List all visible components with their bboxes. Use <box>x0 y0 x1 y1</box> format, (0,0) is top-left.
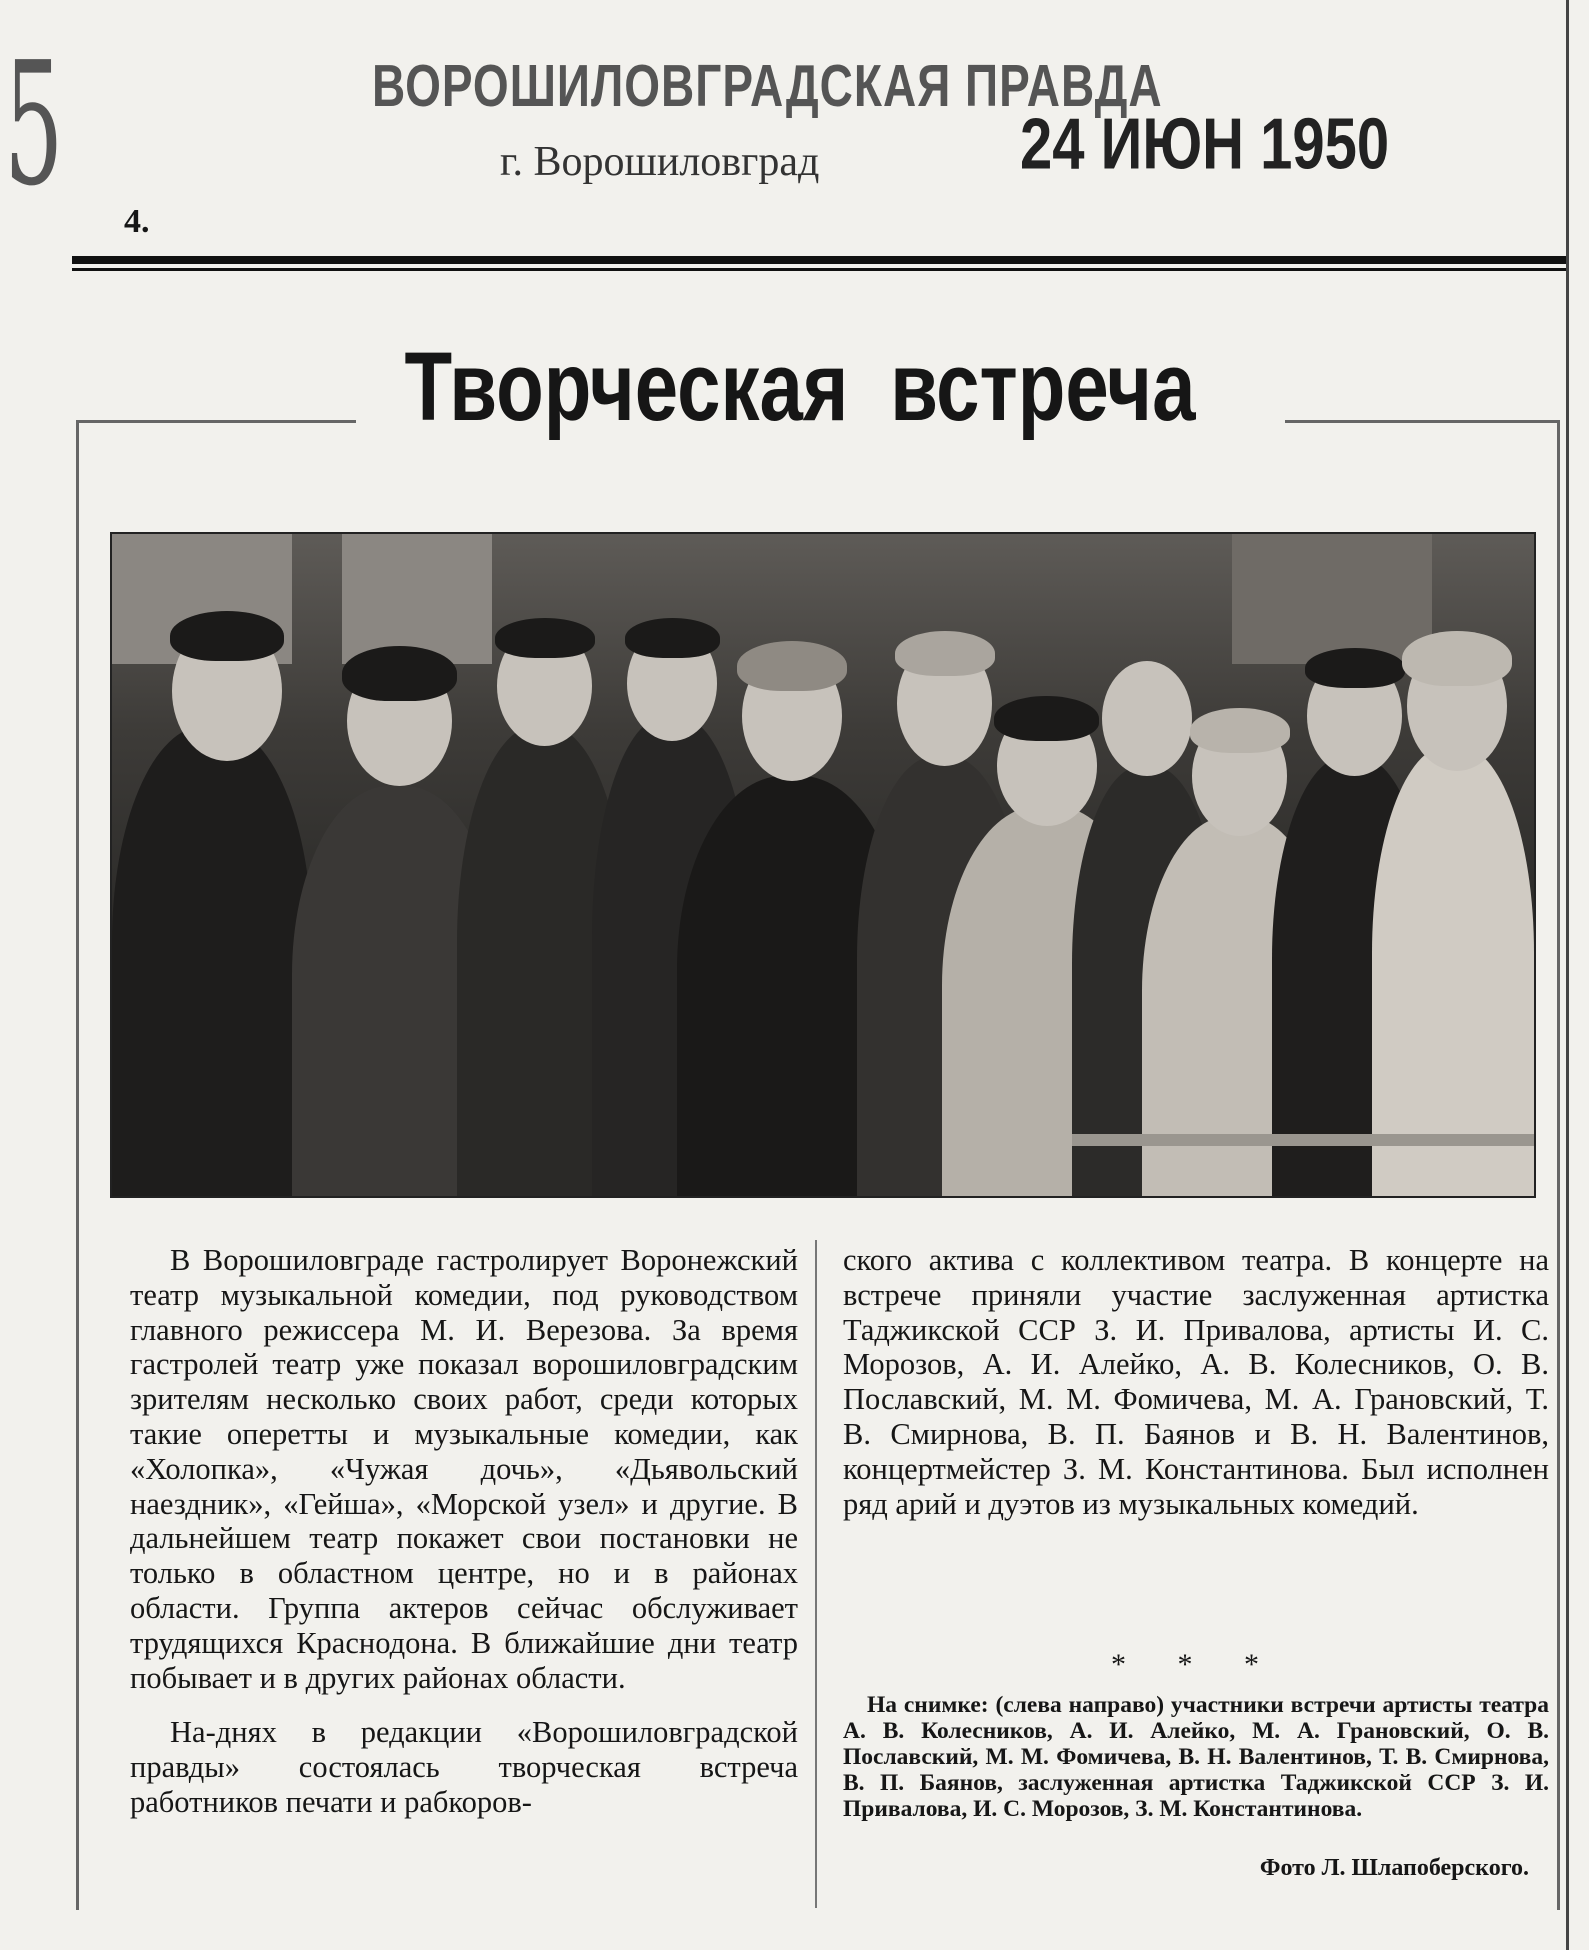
photo-caption: На снимке: (слева направо) участники встречи артисты театра А. В. Колесников, А. И. Алейко, М. А. Грановский, О. В. Пославский, М. М. Фомичева, В. Н. Валентинов, Т. В. Смирнова, В. П. Баянов, заслуженная артистка Таджикской ССР З. И. Привалова, И. С. Морозов, З. М. Константинова. <box>843 1692 1549 1822</box>
newspaper-stamp-title: ВОРОШИЛОВГРАДСКАЯ ПРАВДА <box>372 51 1163 119</box>
photo-credit: Фото Л. Шлапоберского. <box>1259 1855 1529 1881</box>
top-rule-thin <box>72 268 1569 271</box>
article-column-right <box>843 1243 1549 1521</box>
page-edge <box>1566 0 1569 1950</box>
article-paragraph: На-днях в редакции «Ворошиловградской правды» состоялась творческая встреча работников печати и рабкоров- <box>130 1715 798 1819</box>
page-number: 4. <box>124 203 150 240</box>
photo-person <box>112 576 312 1196</box>
group-photo <box>110 532 1536 1198</box>
article-paragraph: В Ворошиловграде гастролирует Воронежский театр музыкальной комедии, под руководством главного режиссера М. И. Верезова. За время гастролей театр уже показал ворошиловградским зрителям несколько своих работ, среди которых такие оперетты и музыкальные комедии, как «Холопка», «Чужая дочь», «Дьявольский наездник», «Гейша», «Морской узел» и другие. В дальнейшем театр покажет свои постановки не только в областном центре, но и в районах области. Группа актеров сейчас обслуживает трудящихся Краснодона. В ближайшие дни театр побывает и в других районах области. <box>130 1243 798 1695</box>
column-divider <box>815 1240 817 1908</box>
handwritten-margin-mark: 5 <box>4 26 64 224</box>
newspaper-stamp-date: 24 ИЮН 1950 <box>1020 103 1390 185</box>
article-paragraph: ского актива с коллективом театра. В концерте на встрече приняли участие заслуженная артистка Таджикской ССР З. И. Привалова, артисты И. С. Морозов, А. И. Алейко, А. В. Колесников, О. В. Пославский, М. М. Фомичева, М. А. Грановский, Т. В. Смирнова, В. П. Баянов и В. Н. Валентинов, концертмейстер З. М. Константинова. Был исполнен ряд арий и дуэтов из музыкальных комедий. <box>843 1243 1549 1521</box>
top-rule-thick <box>72 256 1569 264</box>
photo-person <box>1372 616 1534 1196</box>
frame-top-right <box>1285 420 1557 423</box>
article-column-left <box>130 1243 798 1820</box>
photo-railing <box>1072 1134 1534 1146</box>
section-separator: * * * <box>1111 1648 1281 1681</box>
article-headline: Творческая встреча <box>404 331 1196 442</box>
newspaper-stamp-city: г. Ворошиловград <box>500 139 820 185</box>
